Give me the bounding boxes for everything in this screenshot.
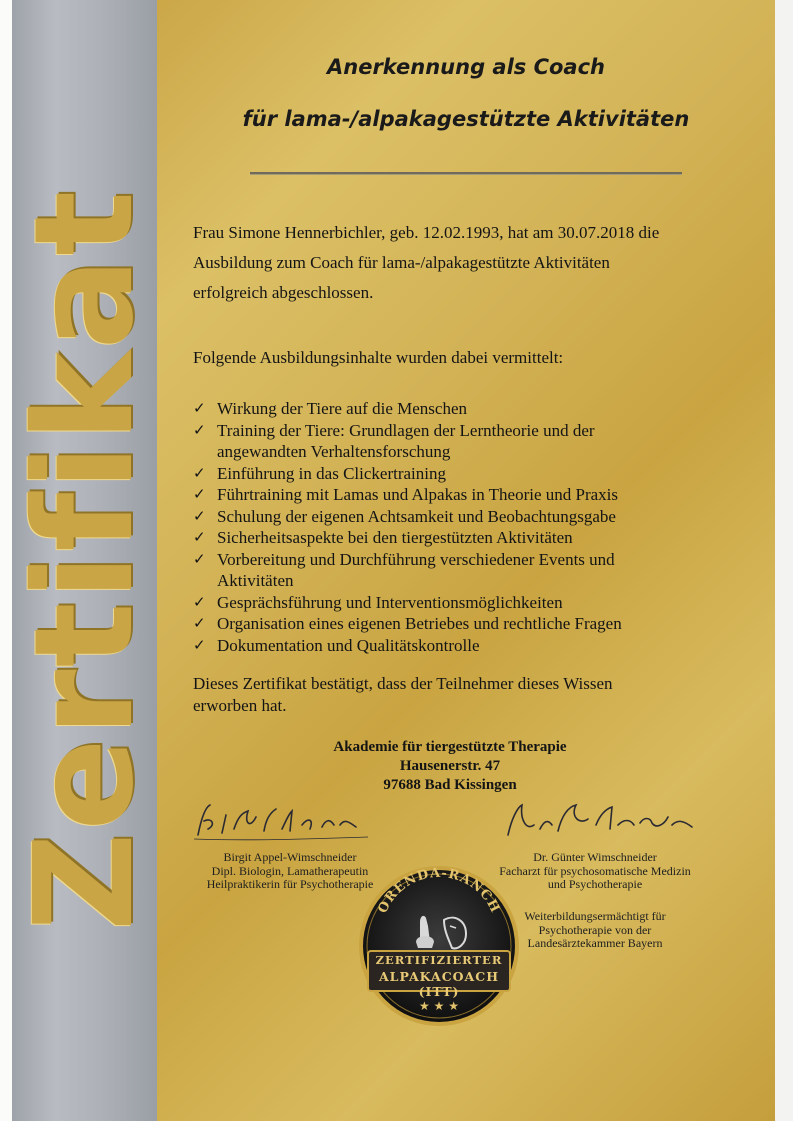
closing-paragraph [193, 673, 693, 717]
list-item: ✓ Wirkung der Tiere auf die Menschen [193, 399, 468, 418]
academy-street: Hausenerstr. 47 [399, 758, 501, 774]
signatory-left-name: Birgit Appel-Wimschneider [223, 850, 357, 864]
checkmark-icon: ✓ [193, 614, 206, 632]
list-item: ✓ Gesprächsführung und Interventionsmöglichkeiten [193, 592, 563, 612]
checkmark-icon: ✓ [193, 528, 206, 546]
content-lead: Folgende Ausbildungsinhalte wurden dabei vermittelt: [193, 348, 564, 367]
seal-arc-text: ORENDA-RANCH [375, 865, 503, 916]
academy-name: Akademie für tiergestützte Therapie [333, 739, 567, 755]
title-divider [250, 172, 682, 174]
intro-line-1: Frau Simone Hennerbichler, geb. 12.02.1993, hat am 30.07.2018 die [193, 223, 660, 242]
signatory-right-role-2: und Psychotherapie [547, 877, 643, 891]
checkmark-icon: ✓ [193, 399, 206, 417]
academy-city: 97688 Bad Kissingen [383, 777, 517, 793]
seal-line-1: ZERTIFIZIERTER [375, 953, 503, 967]
signatory-right-name: Dr. Günter Wimschneider [533, 850, 657, 864]
list-item: ✓ Organisation eines eigenen Betriebes und rechtliche Fragen [193, 614, 622, 633]
academy-address [250, 738, 650, 795]
checkmark-icon: ✓ [193, 463, 206, 482]
signature-right [500, 795, 700, 845]
checkmark-icon: ✓ [193, 485, 206, 503]
checkmark-icon: ✓ [193, 506, 206, 525]
intro-line-2: Ausbildung zum Coach für lama-/alpakagestützte Aktivitäten [193, 253, 610, 272]
list-item: ✓ Einführung in das Clickertraining [193, 463, 446, 483]
signatory-right-role-1: Facharzt für psychosomatische Medizin [499, 863, 691, 878]
intro-line-3: erfolgreich abgeschlossen. [193, 283, 374, 302]
intro-paragraph [193, 218, 693, 308]
list-item: ✓ Dokumentation und Qualitätskontrolle [193, 635, 480, 655]
seal-line-2: ALPAKACOACH (ITT) [378, 969, 500, 999]
checkmark-icon: ✓ [193, 635, 206, 654]
signature-left [190, 795, 370, 845]
list-item: ✓ Vorbereitung und Durchführung verschiedener Events und Aktivitäten [193, 549, 615, 590]
page-margin [775, 0, 793, 1121]
list-item: ✓ Führtraining mit Lamas und Alpakas in Theorie und Praxis [193, 485, 619, 504]
note-line-2: Psychotherapie von der [538, 922, 652, 937]
title-line-1: Anerkennung als Coach [327, 55, 605, 79]
title-line-2: für lama-/alpakagestützte Aktivitäten [242, 107, 690, 131]
checkmark-icon: ✓ [193, 592, 206, 611]
note-line-1: Weiterbildungsermächtigt für [524, 909, 666, 923]
list-item: ✓ Sicherheitsaspekte bei den tiergestützten Aktivitäten [193, 528, 573, 547]
list-item: ✓ Schulung der eigenen Achtsamkeit und Beobachtungsgabe [193, 506, 616, 526]
three-stars-icon [419, 999, 459, 1013]
closing-line-1: Dieses Zertifikat bestätigt, dass der Teilnehmer dieses Wissen [193, 674, 613, 693]
checkmark-icon: ✓ [193, 549, 206, 568]
vertical-certificate-word: Zertifikat [6, 188, 164, 932]
signatory-left-role-2: Heilpraktikerin für Psychotherapie [206, 877, 374, 891]
checkmark-icon: ✓ [193, 420, 206, 439]
closing-line-2: erworben hat. [193, 696, 287, 715]
list-item: ✓ Training der Tiere: Grundlagen der Lerntheorie und der angewandten Verhaltensforschung [193, 420, 595, 461]
svg-text:★ ★ ★: ★ ★ ★ [419, 999, 459, 1013]
certification-seal [358, 864, 520, 1034]
signatory-left-role-1: Dipl. Biologin, Lamatherapeutin [211, 863, 369, 878]
content-list [193, 398, 673, 656]
note-line-3: Landesärztekammer Bayern [527, 936, 663, 950]
